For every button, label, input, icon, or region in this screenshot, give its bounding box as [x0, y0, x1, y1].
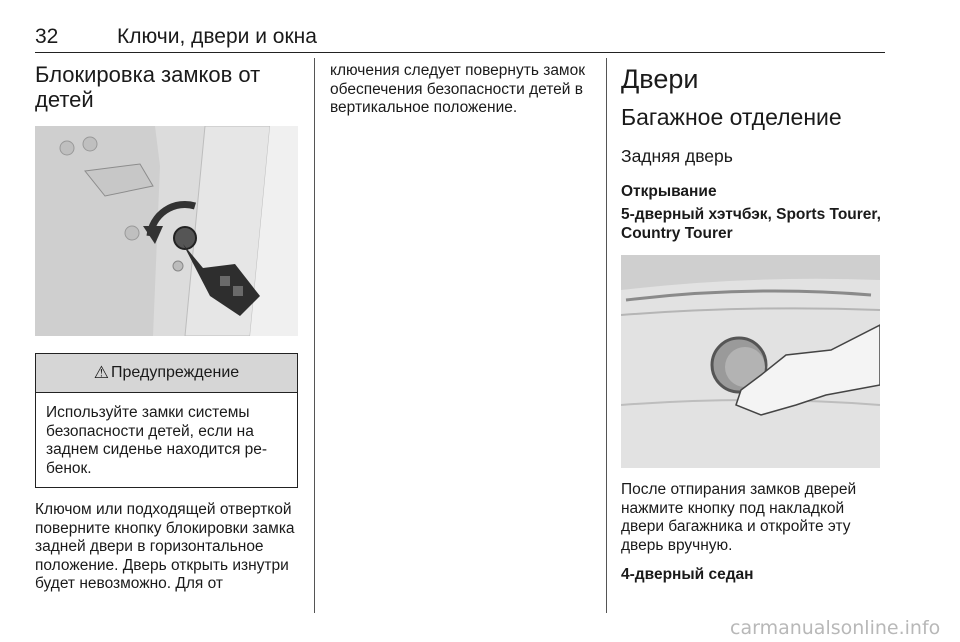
right-column [621, 58, 886, 584]
chapter-title: Ключи, двери и окна [117, 25, 317, 48]
page-header [35, 22, 885, 53]
watermark: carmanualsonline.info [730, 617, 941, 639]
middle-column [330, 58, 600, 118]
heading-doors: Двери [621, 64, 699, 94]
heading-opening: Открывание [621, 183, 717, 200]
column-divider [314, 58, 315, 613]
tailgate-drawing [621, 255, 880, 468]
warning-title: Предупреждение [111, 364, 240, 381]
child-lock-paragraph-continued: ключения следует повернуть замок обеспечения безопасности детей в вертикальное положение. [330, 62, 585, 116]
child-lock-paragraph: Ключом или подходящей отверткой поверните кнопку блокировки замка задней двери в горизонтальное положение. Дверь открыть изнутри будет невозможно. Для от [35, 501, 295, 592]
left-column [35, 58, 298, 594]
heading-trunk: Багажное отделение [621, 104, 842, 130]
warning-text: Используйте замки системы безопасности детей, если на заднем сиденье находится ребенок. [46, 404, 268, 477]
section-title: Блокировка замков от детей [35, 62, 261, 112]
page-number: 32 [35, 25, 59, 48]
child-lock-drawing [35, 126, 298, 336]
warning-triangle-icon: ⚠ [93, 363, 110, 382]
warning-header [36, 354, 297, 393]
heading-rear-door: Задняя дверь [621, 146, 733, 166]
heading-models: 5-дверный хэтчбэк, Sports Tourer, Country Tourer [621, 206, 881, 242]
tailgate-paragraph: После отпирания замков дверей нажмите кнопку под накладкой двери багажника и откройте эту дверь вручную. [621, 481, 857, 554]
tailgate-illustration [621, 255, 880, 468]
warning-box [35, 353, 298, 488]
heading-sedan: 4-дверный седан [621, 566, 754, 583]
child-lock-illustration [35, 126, 298, 336]
column-divider [606, 58, 607, 613]
